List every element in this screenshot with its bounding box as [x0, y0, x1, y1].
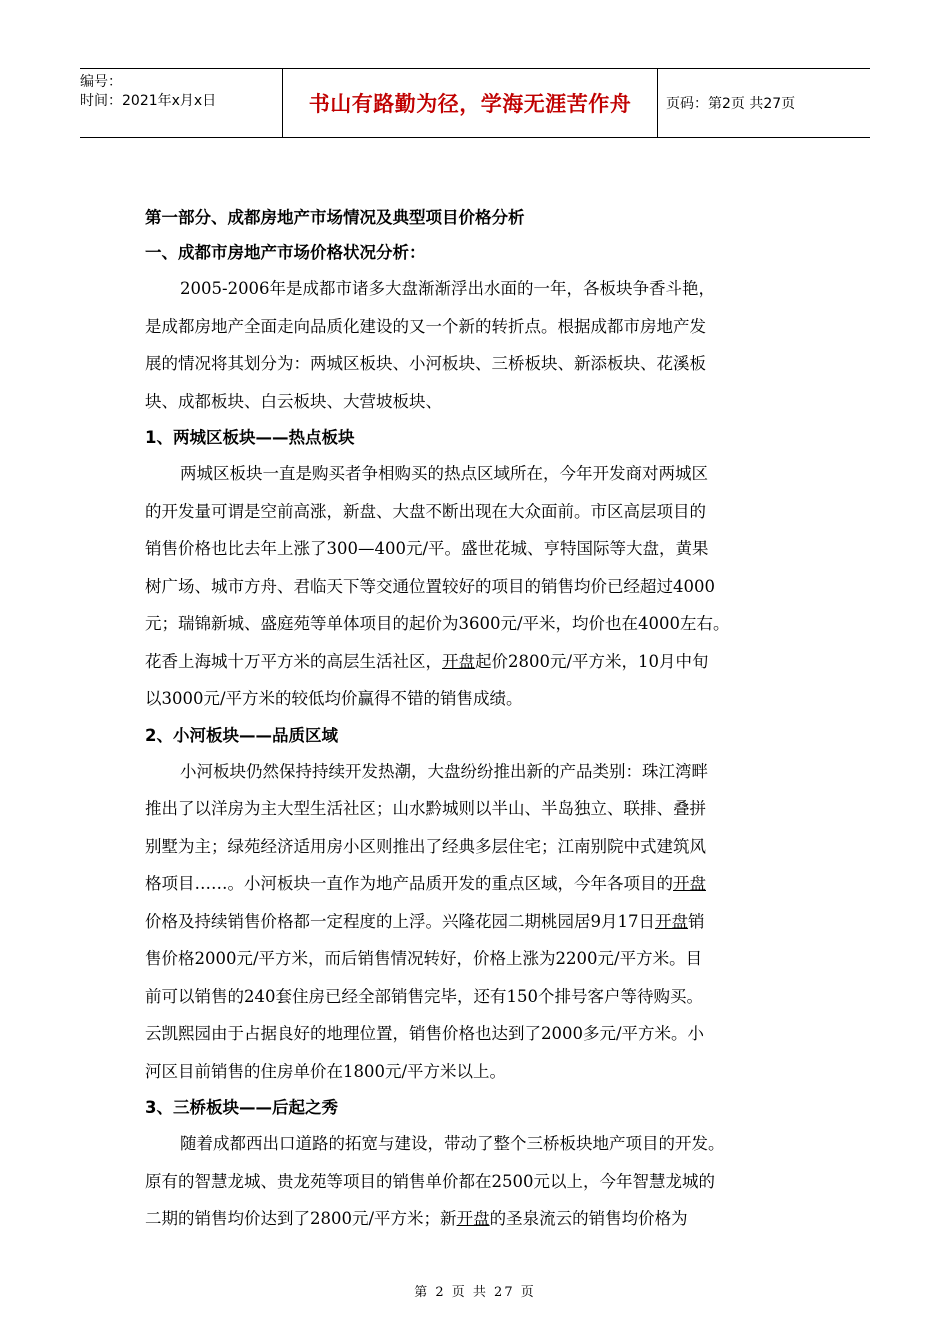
text-line [145, 903, 810, 941]
number-label: 编号： [80, 74, 122, 90]
text-line: 是成都房地产全面走向品质化建设的又一个新的转折点。根据成都市房地产发 [145, 316, 706, 336]
text-line: 售价格2000元/平方米，而后销售情况转好，价格上涨为2200元/平方米。目 [145, 949, 703, 968]
subsection-title: 1、两城区板块——热点板块 [145, 428, 355, 447]
underlined-term: 开盘 [655, 911, 688, 931]
intro-paragraph [145, 270, 810, 420]
time-label: 时间：2021年x月x日 [80, 93, 217, 109]
text-line: 展的情况将其划分为：两城区板块、小河板块、三桥板块、新添板块、花溪板 [145, 354, 706, 373]
text-span: 销 [688, 911, 705, 931]
paragraph [145, 455, 810, 718]
subsection-title: 3、三桥板块——后起之秀 [145, 1098, 338, 1117]
text-span: 价格及持续销售价格都一定程度的上浮。兴隆花园二期桃园居9月17日 [145, 911, 655, 931]
document-body [145, 200, 810, 1238]
text-span: 的圣泉流云的销售均价格为 [489, 1209, 688, 1228]
text-line: 小河板块仍然保持持续开发热潮，大盘纷纷推出新的产品类别：珠江湾畔 [180, 761, 708, 781]
underlined-term: 开盘 [442, 651, 475, 671]
page-header [80, 68, 870, 138]
header-meta [80, 69, 282, 137]
header-motto: 书山有路勤为径，学海无涯苦作舟 [282, 69, 658, 137]
text-line: 以3000元/平方米的较低均价赢得不错的销售成绩。 [145, 689, 523, 708]
paragraph [145, 1125, 810, 1238]
text-line: 别墅为主；绿苑经济适用房小区则推出了经典多层住宅；江南别院中式建筑风 [145, 836, 706, 856]
text-line: 原有的智慧龙城、贵龙苑等项目的销售单价都在2500元以上，今年智慧龙城的 [145, 1171, 715, 1191]
paragraph [145, 753, 810, 1091]
page-footer: 第 2 页 共 27 页 [414, 1285, 536, 1300]
text-line: 2005-2006年是成都市诸多大盘渐渐浮出水面的一年，各板块争香斗艳， [180, 279, 716, 298]
underlined-term: 开盘 [456, 1209, 490, 1228]
text-line: 两城区板块一直是购买者争相购买的热点区域所在，今年开发商对两城区 [180, 464, 708, 483]
text-line: 元；瑞锦新城、盛庭苑等单体项目的起价为3600元/平米，均价也在4000左右。 [145, 614, 730, 633]
text-line: 的开发量可谓是空前高涨，新盘、大盘不断出现在大众面前。市区高层项目的 [145, 501, 706, 521]
text-line: 云凯熙园由于占据良好的地理位置，销售价格也达到了2000多元/平方米。小 [145, 1024, 705, 1043]
text-line: 随着成都西出口道路的拓宽与建设，带动了整个三桥板块地产项目的开发。 [180, 1134, 725, 1153]
text-line: 河区目前销售的住房单价在1800元/平方米以上。 [145, 1061, 507, 1081]
text-line: 前可以销售的240套住房已经全部销售完毕，还有150个排号客户等待购买。 [145, 986, 703, 1006]
text-line [145, 1200, 810, 1238]
text-span: 起价2800元/平方米，10月中旬 [475, 651, 709, 671]
text-line: 块、成都板块、白云板块、大营坡板块、 [145, 391, 442, 411]
text-line [145, 643, 810, 681]
underlined-term: 开盘 [673, 874, 706, 893]
text-line: 销售价格也比去年上涨了300—400元/平。盛世花城、亨特国际等大盘，黄果 [145, 539, 709, 558]
text-line: 推出了以洋房为主大型生活社区；山水黔城则以半山、半岛独立、联排、叠拼 [145, 799, 706, 818]
section-title: 一、成都市房地产市场价格状况分析： [145, 243, 426, 262]
text-span: 花香上海城十万平方米的高层生活社区， [145, 651, 442, 671]
part-title: 第一部分、成都房地产市场情况及典型项目价格分析 [145, 208, 525, 227]
text-line: 树广场、城市方舟、君临天下等交通位置较好的项目的销售均价已经超过4000 [145, 576, 715, 596]
header-page-info: 页码：第2页 共27页 [666, 96, 796, 112]
text-span: 二期的销售均价达到了2800元/平方米；新 [145, 1209, 457, 1228]
text-line [145, 865, 810, 903]
text-span: 格项目……。小河板块一直作为地产品质开发的重点区域，今年各项目的 [145, 874, 673, 893]
subsection-title: 2、小河板块——品质区域 [145, 725, 338, 745]
